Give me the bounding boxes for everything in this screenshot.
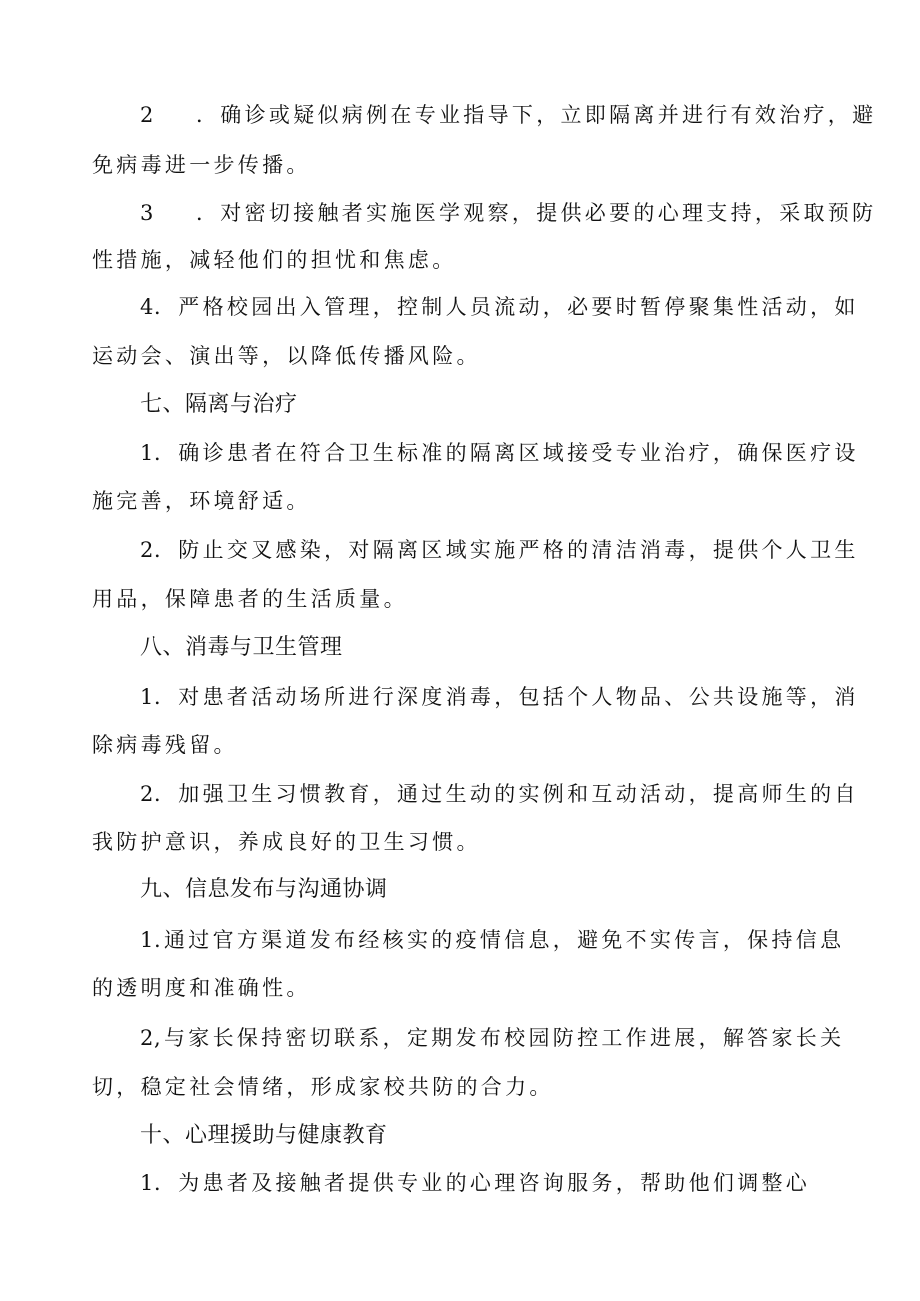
paragraph-line [92, 731, 238, 759]
paragraph-line [92, 1073, 554, 1101]
paragraph-line [140, 199, 876, 227]
paragraph-text: 切，稳定社会情绪，形成家校共防的合力。 [92, 1075, 554, 1099]
item-number: 1 [140, 1171, 154, 1195]
paragraph-line [140, 683, 859, 711]
item-number: 3 [140, 201, 154, 225]
paragraph-text: 运动会、演出等，以降低传播风险。 [92, 344, 481, 368]
paragraph-text: 除病毒残留。 [92, 733, 238, 757]
paragraph-line [92, 246, 457, 274]
item-number: 2 [140, 538, 154, 562]
section-heading: 十、心理援助与健康教育 [140, 1123, 388, 1148]
item-number: 4 [140, 295, 154, 319]
paragraph-line [92, 828, 481, 856]
paragraph-text: ．对密切接触者实施医学观察，提供必要的心理支持，采取预防 [196, 201, 877, 225]
paragraph-text: ．确诊患者在符合卫生标准的隔离区域接受专业治疗，确保医疗设 [154, 441, 859, 465]
paragraph-text: ．严格校园出入管理，控制人员流动，必要时暂停聚集性活动，如 [154, 295, 859, 319]
section-heading: 七、隔离与治疗 [140, 392, 298, 417]
paragraph-line [92, 151, 311, 179]
paragraph-text: ．确诊或疑似病例在专业指导下，立即隔离并进行有效治疗，避 [196, 103, 877, 127]
paragraph-text: .通过官方渠道发布经核实的疫情信息，避免不实传言，保持信息 [154, 928, 845, 952]
paragraph-text: ,与家长保持密切联系，定期发布校园防控工作进展，解答家长关 [154, 1026, 845, 1050]
item-number: 2 [140, 103, 154, 127]
item-number: 1 [140, 928, 154, 952]
paragraph-text: 性措施，减轻他们的担忧和焦虑。 [92, 248, 457, 272]
paragraph-line [140, 101, 876, 129]
paragraph-line [140, 1024, 844, 1052]
paragraph-text: ．防止交叉感染，对隔离区域实施严格的清洁消毒，提供个人卫生 [154, 538, 859, 562]
paragraph-text: 的透明度和准确性。 [92, 976, 311, 1000]
section-heading: 八、消毒与卫生管理 [140, 635, 343, 660]
paragraph-text: 施完善，环境舒适。 [92, 489, 311, 513]
paragraph-line [140, 926, 844, 954]
paragraph-line [92, 585, 408, 613]
paragraph-line [140, 439, 859, 467]
item-number: 2 [140, 1026, 154, 1050]
paragraph-text: ．对患者活动场所进行深度消毒，包括个人物品、公共设施等，消 [154, 685, 859, 709]
section-heading: 九、信息发布与沟通协调 [140, 877, 388, 902]
paragraph-text: 我防护意识，养成良好的卫生习惯。 [92, 830, 481, 854]
paragraph-line [92, 342, 481, 370]
paragraph-line [140, 293, 859, 321]
paragraph-line [140, 536, 859, 564]
paragraph-line [140, 780, 859, 808]
paragraph-text: ．为患者及接触者提供专业的心理咨询服务，帮助他们调整心 [154, 1171, 811, 1195]
paragraph-line [92, 974, 311, 1002]
item-number: 1 [140, 685, 154, 709]
item-number: 2 [140, 782, 154, 806]
paragraph-line [92, 487, 311, 515]
paragraph-text: ．加强卫生习惯教育，通过生动的实例和互动活动，提高师生的自 [154, 782, 859, 806]
paragraph-text: 用品，保障患者的生活质量。 [92, 587, 408, 611]
paragraph-text: 免病毒进一步传播。 [92, 153, 311, 177]
item-number: 1 [140, 441, 154, 465]
paragraph-line [140, 1169, 810, 1197]
